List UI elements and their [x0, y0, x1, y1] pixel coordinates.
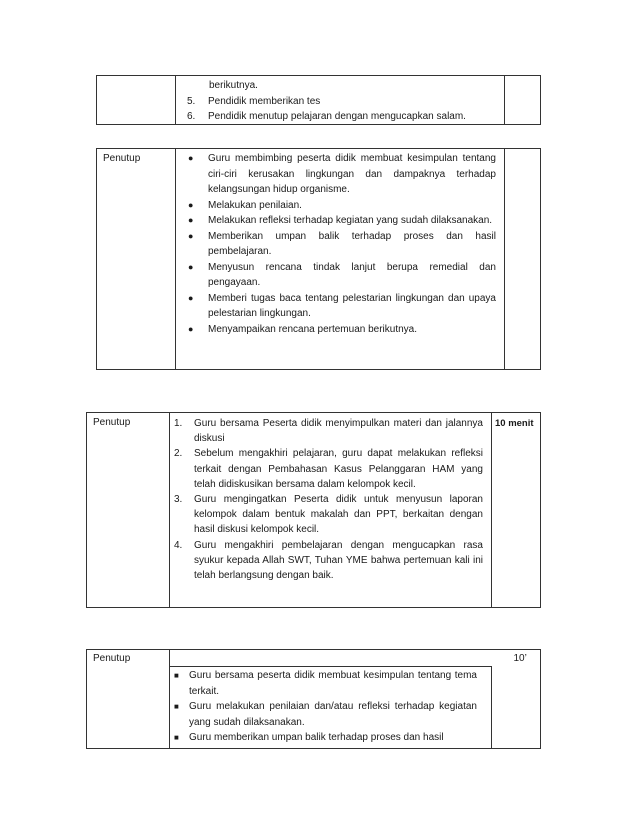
table-3-content-cell: [170, 413, 492, 608]
item-number: 5.: [187, 96, 196, 107]
table-4-content-cell: [170, 667, 492, 749]
table-4: [86, 649, 541, 749]
table-1-list: [176, 76, 504, 93]
table-4-label-cell: [87, 650, 170, 667]
bullet-icon: ●: [188, 261, 194, 272]
item-text: Pendidik memberikan tes: [208, 96, 321, 107]
list-item: ● Melakukan refleksi terhadap kegiatan yang sudah dilaksanakan.: [176, 213, 496, 229]
list-item: ● Menyusun rencana tindak lanjut berupa remedial dan pengayaan.: [188, 261, 496, 288]
table-1-time-cell: [505, 76, 541, 125]
list-item: 1. Guru bersama Peserta didik menyimpulkan materi dan jalannya diskusi: [174, 418, 483, 445]
list-item: ■ Guru bersama peserta didik membuat kesimpulan tentang tema terkait.: [174, 670, 477, 697]
bullet-icon: ●: [188, 153, 194, 163]
table-4-bullets: [170, 668, 477, 746]
bullet-icon: ■: [174, 733, 179, 742]
bullet-icon: ●: [188, 292, 194, 303]
list-item: berikutnya.: [209, 80, 258, 91]
table-4-time-cell-cont: [492, 667, 541, 749]
bullet-icon: ●: [188, 215, 194, 225]
time-allocation: 10’: [513, 653, 527, 664]
table-1-item-6: [187, 109, 466, 124]
item-number: 6.: [187, 111, 196, 122]
bullet-icon: ●: [188, 199, 194, 210]
list-item: ● Menyampaikan rencana pertemuan berikutnya.: [176, 322, 496, 338]
item-text: Pendidik menutup pelajaran dengan mengucapkan salam.: [208, 111, 466, 122]
table-3: [86, 412, 541, 608]
time-allocation: 10 menit: [495, 418, 534, 429]
table-2-content-cell: [176, 149, 505, 370]
table-3-list: [174, 416, 483, 583]
list-item: 2. Sebelum mengakhiri pelajaran, guru dapat melakukan refleksi terkait dengan Pembahasan Kasus Pelanggaran HAM yang telah didiskusikan bersama dalam kelompok kecil.: [174, 448, 483, 490]
table-2-label-cell: [97, 149, 176, 370]
list-item: 4. Guru mengakhiri pembelajaran dengan mengucapkan rasa syukur kepada Allah SWT, Tuhan YME bahwa pertemuan kali ini telah berlangsung dengan baik.: [174, 539, 483, 582]
table-2-time-cell: [505, 149, 541, 370]
table-4-label-cell-cont: [87, 667, 170, 749]
table-4-time-cell: [492, 650, 541, 667]
table-2: [96, 148, 541, 370]
list-item: ● Melakukan penilaian.: [176, 198, 496, 214]
list-item: ■ Guru memberikan umpan balik terhadap proses dan hasil: [170, 730, 477, 746]
list-item: ● Memberikan umpan balik terhadap proses dan hasil pembelajaran.: [188, 230, 496, 257]
list-item: ■ Guru melakukan penilaian dan/atau refleksi terhadap kegiatan yang sudah dilaksanakan.: [174, 701, 477, 728]
bullet-icon: ●: [188, 230, 194, 241]
table-4-header-cell: [170, 650, 492, 667]
table-1-item-5: [187, 94, 321, 109]
list-item: 3. Guru mengingatkan Peserta didik untuk menyusun laporan kelompok dalam bentuk makalah dan PPT, berkaitan dengan hasil diskusi kelompok kecil.: [174, 494, 483, 536]
section-label: Penutup: [93, 417, 131, 428]
list-item: ● Guru membimbing peserta didik membuat kesimpulan tentang ciri-ciri kerusakan lingkungan dan dampaknya terhadap kelangsungan hidup organisme.: [188, 153, 496, 195]
section-label: Penutup: [103, 153, 141, 164]
bullet-icon: ●: [188, 323, 194, 334]
list-item: ● Memberi tugas baca tentang pelestarian lingkungan dan upaya pelestarian lingkungan.: [188, 292, 496, 319]
table-3-time-cell: [492, 413, 541, 608]
table-3-label-cell: [87, 413, 170, 608]
bullet-icon: ■: [174, 671, 179, 680]
section-label: Penutup: [93, 653, 131, 664]
table-2-bullets: [176, 151, 496, 337]
bullet-icon: ■: [174, 702, 179, 711]
